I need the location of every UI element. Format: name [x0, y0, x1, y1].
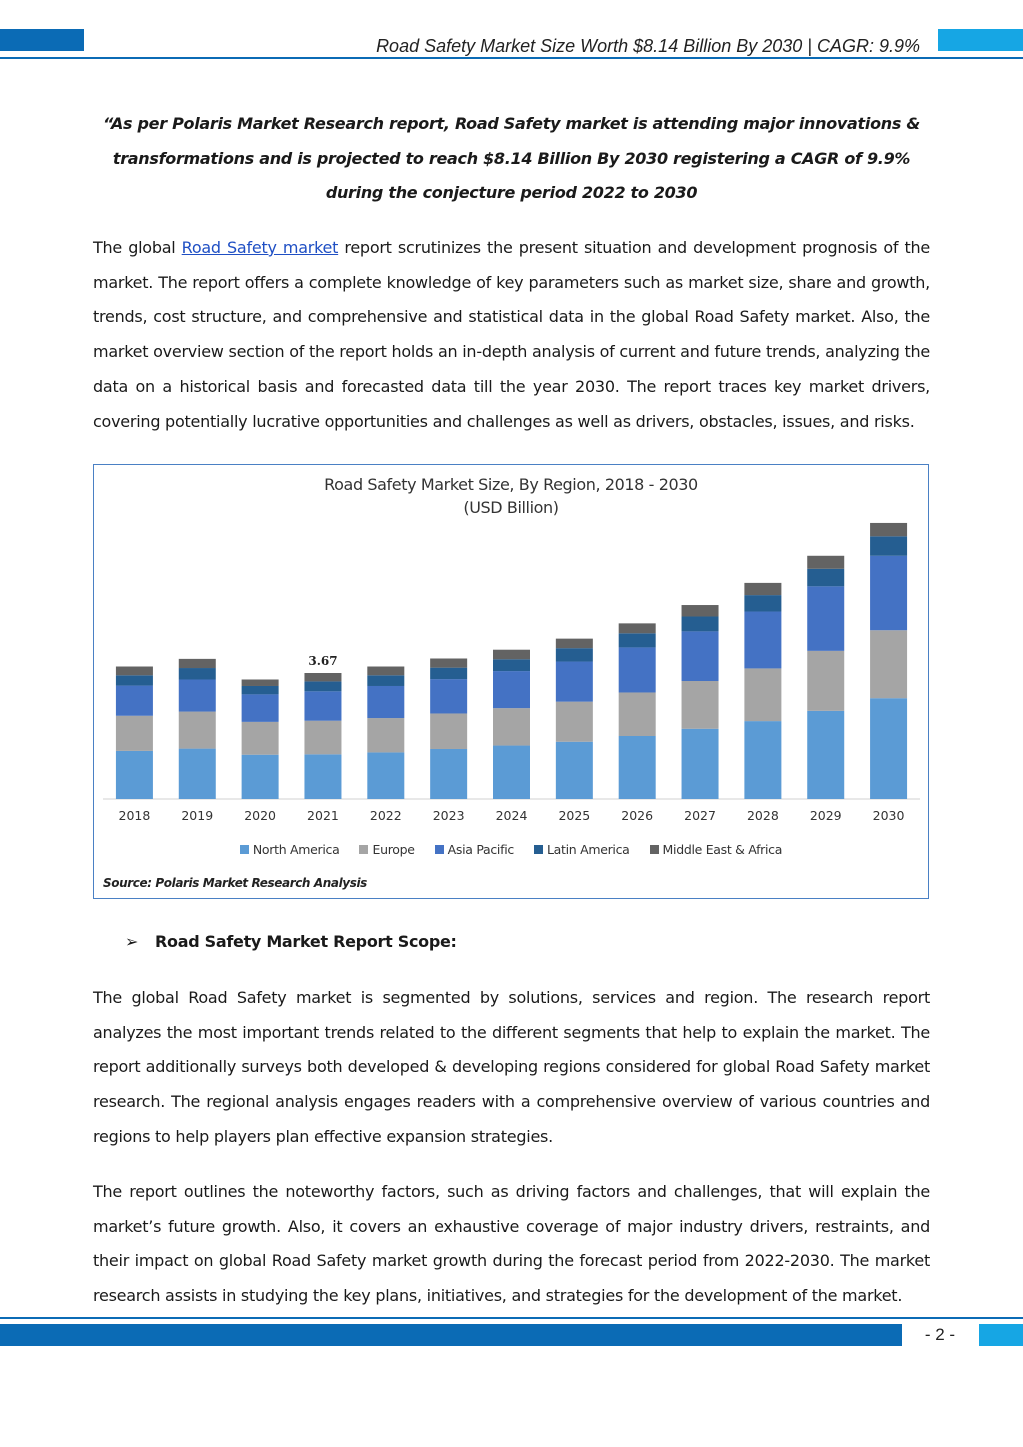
x-tick-label-2018: 2018 [118, 808, 151, 823]
header-rule [0, 57, 1023, 59]
bar-2029-latin-america [807, 569, 844, 587]
chart-plot-area [94, 465, 930, 900]
bar-2020-latin-america [242, 686, 279, 694]
footer-right-accent [979, 1324, 1023, 1346]
legend-item-asia-pacific [435, 842, 514, 857]
bar-2019-north-america [179, 749, 216, 799]
chart-title: Road Safety Market Size, By Region, 2018 - 2030 [324, 475, 698, 494]
chart-source: Source: Polaris Market Research Analysis [103, 876, 367, 890]
bar-2023-north-america [430, 749, 467, 799]
bar-2022-asia-pacific [367, 686, 404, 718]
x-tick-label-2029: 2029 [809, 808, 842, 823]
bar-2025-europe [556, 702, 593, 742]
legend-label: Europe [372, 842, 415, 857]
bar-2026-latin-america [619, 633, 656, 647]
bar-2027-middle-east-africa [682, 605, 719, 616]
bar-2027-latin-america [682, 616, 719, 631]
bar-2025-middle-east-africa [556, 639, 593, 649]
bar-2028-middle-east-africa [744, 583, 781, 595]
bar-2018-asia-pacific [116, 686, 153, 716]
legend-label: Asia Pacific [447, 842, 514, 857]
bar-2018-europe [116, 716, 153, 751]
legend-item-latin-america [534, 842, 630, 857]
bar-2021-europe [304, 721, 341, 755]
x-tick-label-2019: 2019 [181, 808, 214, 823]
data-label-2021: 3.67 [308, 654, 338, 668]
scope-paragraph-1: The global Road Safety market is segmented by solutions, services and region. The research report analyzes the most important trends related to the different segments that help to explain the market. The report additionally surveys both developed & developing regions considered for global Road Safety market research. The regional analysis engages readers with a comprehensive overview of various countries and regions to help players plan effective expansion strategies. [93, 988, 930, 1146]
x-tick-label-2027: 2027 [684, 808, 716, 823]
bar-2023-asia-pacific [430, 679, 467, 713]
bar-2019-asia-pacific [179, 679, 216, 711]
bar-2026-middle-east-africa [619, 623, 656, 633]
bar-2029-middle-east-africa [807, 556, 844, 569]
bar-2026-asia-pacific [619, 647, 656, 692]
bar-2019-latin-america [179, 668, 216, 679]
bar-2024-north-america [493, 746, 530, 799]
bar-2030-north-america [870, 698, 907, 799]
road-safety-market-link[interactable]: Road Safety market [181, 238, 339, 257]
bar-2021-latin-america [304, 681, 341, 691]
bar-2026-north-america [619, 736, 656, 799]
bar-2023-europe [430, 713, 467, 749]
legend-item-north-america [240, 842, 340, 857]
bar-2027-europe [682, 681, 719, 729]
scope-heading [125, 932, 457, 951]
bar-2025-latin-america [556, 648, 593, 661]
legend-label: North America [252, 842, 340, 857]
chart-subtitle: (USD Billion) [463, 498, 559, 517]
bar-2021-asia-pacific [304, 691, 341, 720]
x-tick-label-2030: 2030 [872, 808, 905, 823]
page-number: - 2 - [924, 1325, 956, 1344]
legend-item-europe [359, 842, 414, 857]
legend-label: Latin America [546, 842, 630, 857]
x-tick-label-2024: 2024 [495, 808, 528, 823]
bar-2018-north-america [116, 751, 153, 799]
footer-bar [0, 1324, 902, 1346]
bar-2018-middle-east-africa [116, 667, 153, 676]
bar-2024-europe [493, 708, 530, 745]
bar-2021-middle-east-africa [304, 673, 341, 681]
bar-2018-latin-america [116, 675, 153, 685]
legend-item-middle-east-africa [650, 842, 783, 857]
scope-heading-text: Road Safety Market Report Scope: [155, 932, 457, 951]
header-left-accent [0, 29, 84, 51]
legend-swatch [650, 845, 659, 854]
bar-2030-middle-east-africa [870, 523, 907, 536]
bar-2028-north-america [744, 721, 781, 799]
bar-2029-north-america [807, 711, 844, 799]
bar-2024-middle-east-africa [493, 650, 530, 660]
bar-2029-asia-pacific [807, 586, 844, 651]
scope-paragraph-2: The report outlines the noteworthy factors, such as driving factors and challenges, that will explain the market’s future growth. Also, it covers an exhaustive coverage of major industry drivers, restraints, and their impact on global Road Safety market growth during the forecast period from 2022-2030. The market research assists in studying the key plans, initiatives, and strategies for the development of the market. [93, 1182, 930, 1306]
header-right-accent [938, 29, 1023, 51]
bar-2020-asia-pacific [242, 694, 279, 721]
bar-2021-north-america [304, 754, 341, 799]
intro-text-after-link: report scrutinizes the present situation and development prognosis of the market. The report offers a complete knowledge of key parameters such as market size, share and growth, trends, cost structure, and comprehensive and statistical data in the global Road Safety market. Also, the market overview section of the report holds an in-depth analysis of current and future trends, analyzing the data on a historical basis and forecasted data till the year 2030. The report traces key market drivers, covering potentially lucrative opportunities and challenges as well as drivers, obstacles, issues, and risks. [93, 238, 931, 431]
bar-2029-europe [807, 651, 844, 711]
bar-2022-north-america [367, 752, 404, 799]
bar-2027-north-america [682, 729, 719, 799]
bar-2030-latin-america [870, 536, 907, 555]
legend-label: Middle East & Africa [662, 842, 783, 857]
x-tick-label-2022: 2022 [369, 808, 402, 823]
intro-quote: “As per Polaris Market Research report, Road Safety market is attending major innovations & transformations and is projected to reach $8.14 Billion By 2030 registering a CAGR of 9.9% during the conjecture period 2022 to 2030 [103, 114, 920, 202]
chart-legend [94, 842, 928, 857]
x-tick-label-2026: 2026 [621, 808, 654, 823]
bar-2027-asia-pacific [682, 631, 719, 681]
intro-paragraph [93, 231, 930, 439]
bar-2025-asia-pacific [556, 662, 593, 702]
x-tick-label-2023: 2023 [432, 808, 465, 823]
market-size-chart [93, 464, 929, 899]
bar-2025-north-america [556, 742, 593, 799]
legend-swatch [435, 845, 444, 854]
bar-2022-middle-east-africa [367, 667, 404, 676]
bar-2024-asia-pacific [493, 671, 530, 708]
bar-2023-middle-east-africa [430, 658, 467, 667]
legend-swatch [240, 845, 249, 854]
bar-2028-europe [744, 668, 781, 721]
x-tick-label-2020: 2020 [244, 808, 277, 823]
bar-2020-middle-east-africa [242, 679, 279, 685]
legend-swatch [359, 845, 368, 854]
bar-2020-europe [242, 722, 279, 755]
x-tick-label-2021: 2021 [307, 808, 339, 823]
arrow-bullet-icon: ➢ [125, 932, 139, 951]
legend-swatch [534, 845, 543, 854]
bar-2026-europe [619, 692, 656, 736]
bar-2022-europe [367, 718, 404, 752]
bar-2022-latin-america [367, 675, 404, 686]
bar-2024-latin-america [493, 659, 530, 671]
bar-2020-north-america [242, 755, 279, 799]
bar-2023-latin-america [430, 668, 467, 679]
header-title: Road Safety Market Size Worth $8.14 Billion By 2030 | CAGR: 9.9% [376, 36, 920, 56]
bar-2019-europe [179, 712, 216, 749]
bar-2028-latin-america [744, 595, 781, 611]
bar-2019-middle-east-africa [179, 659, 216, 668]
bar-2028-asia-pacific [744, 612, 781, 669]
bar-2030-asia-pacific [870, 556, 907, 630]
intro-text-before-link: The global [93, 238, 182, 257]
bar-2030-europe [870, 630, 907, 698]
footer-rule [0, 1317, 1023, 1319]
x-tick-label-2028: 2028 [746, 808, 779, 823]
x-tick-label-2025: 2025 [558, 808, 591, 823]
